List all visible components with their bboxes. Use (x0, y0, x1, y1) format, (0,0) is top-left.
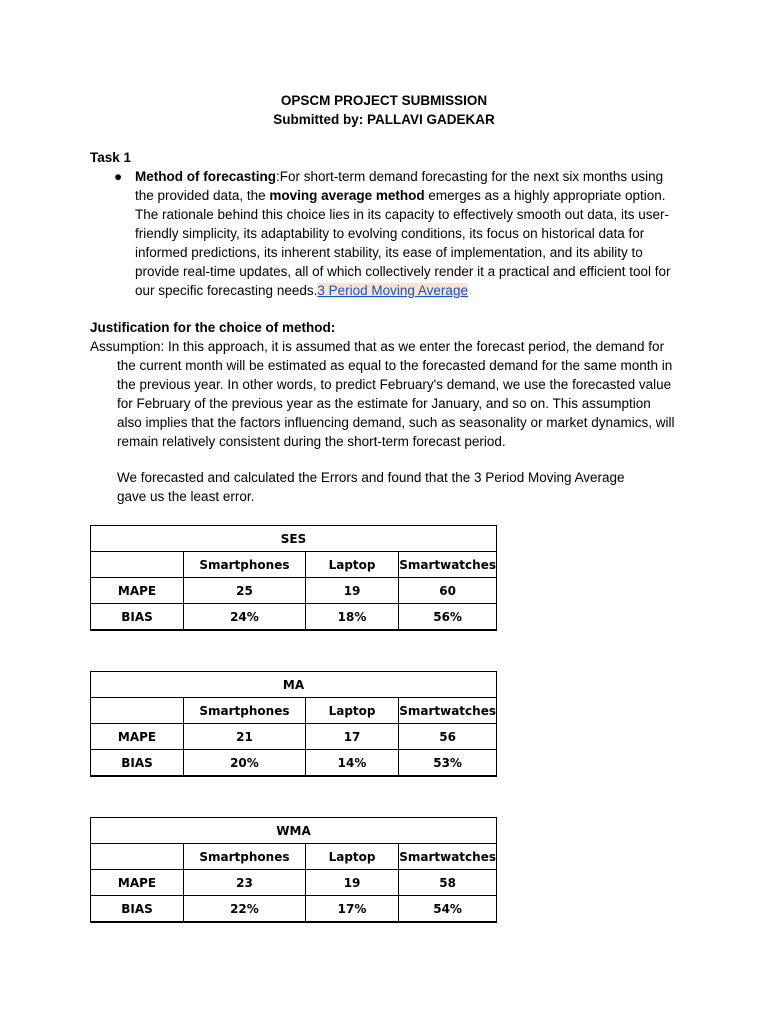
table-cell: 22% (184, 896, 306, 923)
justification-heading: Justification for the choice of method: (90, 320, 336, 335)
table-cell: 56 (399, 724, 497, 750)
column-header: Smartwatches (399, 698, 497, 724)
column-header: Laptop (305, 698, 398, 724)
table-cell: 53% (399, 750, 497, 777)
table-cell: 58 (399, 870, 497, 896)
method-name: moving average method (269, 188, 425, 203)
bullet-icon: ● (114, 169, 123, 184)
column-header: Laptop (305, 552, 398, 578)
table-cell: 60 (399, 578, 497, 604)
table-cell: 18% (305, 604, 398, 631)
table-row (91, 870, 497, 896)
column-header: Smartphones (184, 552, 306, 578)
empty-header-cell (91, 552, 184, 578)
document-title: OPSCM PROJECT SUBMISSION (280, 93, 488, 108)
row-label: MAPE (91, 578, 184, 604)
task-heading: Task 1 (90, 150, 132, 165)
empty-header-cell (91, 698, 184, 724)
table-row (91, 896, 497, 923)
method-text-1: :For short-term demand forecasting for the next six months using the provided data, the (135, 169, 664, 203)
column-header: Smartwatches (399, 552, 497, 578)
row-label: BIAS (91, 604, 184, 631)
table-cell: 19 (305, 578, 398, 604)
column-header: Smartphones (184, 844, 306, 870)
moving-average-link[interactable]: 3 Period Moving Average (317, 283, 468, 298)
method-label: Method of forecasting (135, 169, 276, 184)
table-cell: 14% (305, 750, 398, 777)
method-paragraph (135, 167, 683, 300)
table-row (91, 578, 497, 604)
wma-error-table (90, 817, 497, 923)
row-label: BIAS (91, 750, 184, 777)
table-row (91, 750, 497, 777)
table-cell: 17% (305, 896, 398, 923)
row-label: MAPE (91, 724, 184, 750)
row-label: BIAS (91, 896, 184, 923)
conclusion-paragraph: We forecasted and calculated the Errors and found that the 3 Period Moving Average gave us the least error. (117, 470, 625, 504)
table-row (91, 724, 497, 750)
table-cell: 56% (399, 604, 497, 631)
table-cell: 20% (184, 750, 306, 777)
table-row (91, 604, 497, 631)
table-cell: 23 (184, 870, 306, 896)
table-cell: 25 (184, 578, 306, 604)
table-cell: 19 (305, 870, 398, 896)
method-bullet (90, 167, 690, 300)
column-header: Smartphones (184, 698, 306, 724)
assumption-paragraph: Assumption: In this approach, it is assumed that as we enter the forecast period, the demand for the current month will be estimated as equal to the forecasted demand for the same month in the previous year. In other words, to predict February's demand, we use the forecasted value for February of the previous year as the estimate for January, and so on. This assumption also implies that the factors influencing demand, such as seasonality or market dynamics, will remain relatively consistent during the short-term forecast period. (90, 339, 675, 449)
ma-error-table (90, 671, 497, 777)
method-text-2: emerges as a highly appropriate option. The rationale behind this choice lies in its capacity to effectively smooth out data, its user-friendly simplicity, its adaptability to evolving conditions, its focus on historical data for informed predictions, its inherent stability, its ease of implementation, and its ability to provide real-time updates, all of which collectively render it a practical and efficient tool for our specific forecasting needs. (135, 188, 671, 298)
table-cell: 24% (184, 604, 306, 631)
table-cell: 54% (399, 896, 497, 923)
table-title: MA (91, 672, 497, 698)
table-title: WMA (91, 818, 497, 844)
table-cell: 21 (184, 724, 306, 750)
table-cell: 17 (305, 724, 398, 750)
column-header: Laptop (305, 844, 398, 870)
submitted-by: Submitted by: PALLAVI GADEKAR (273, 112, 495, 127)
ses-error-table (90, 525, 497, 631)
column-header: Smartwatches (399, 844, 497, 870)
empty-header-cell (91, 844, 184, 870)
table-title: SES (91, 526, 497, 552)
row-label: MAPE (91, 870, 184, 896)
